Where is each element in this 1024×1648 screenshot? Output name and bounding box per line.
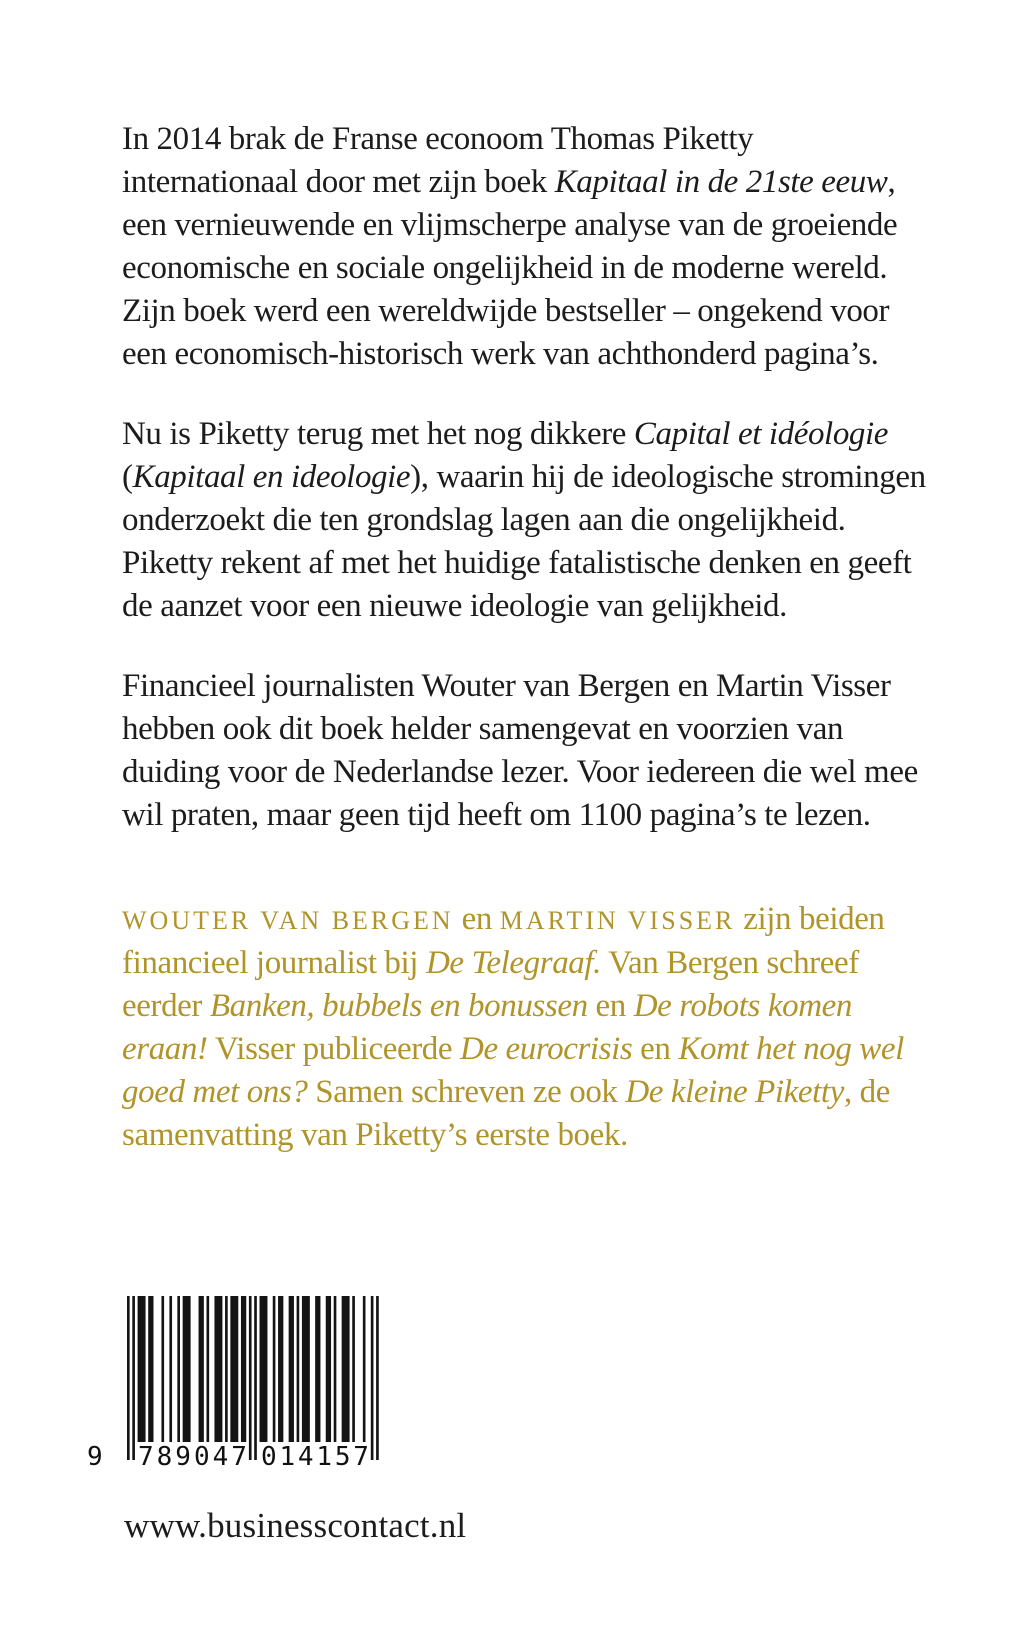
back-cover-blurb <box>122 118 930 1194</box>
barcode-digits-left: 789047 <box>138 1442 250 1472</box>
publisher-website: www.businesscontact.nl <box>124 1506 467 1545</box>
blurb-paragraph-1: In 2014 brak de Franse econoom Thomas Piketty internationaal door met zijn boek Kapitaal in de 21ste eeuw, een vernieuwende en vlijmscherpe analyse van de groeiende economische en sociale ongelijkheid in de moderne wereld. Zijn boek werd een wereldwijde bestseller – ongekend voor een economisch-historisch werk van achthonderd pagina’s. <box>122 121 898 372</box>
blurb-paragraph-2: Nu is Piketty terug met het nog dikkere Capital et idéologie (Kapitaal en ideologie), waarin hij de ideologische stromingen onderzoekt die ten grondslag lagen aan die ongelijkheid. Piketty rekent af met het huidige fatalistische denken en geeft de aanzet voor een nieuwe ideologie van gelijkheid. <box>122 416 926 624</box>
barcode-digit-lead: 9 <box>87 1442 103 1472</box>
author-colophon: WOUTER VAN BERGEN en MARTIN VISSER zijn beiden financieel journalist bij De Telegraaf. Van Bergen schreef eerder Banken, bubbels en bonussen en De robots komen eraan! Visser publiceerde De eurocrisis en Komt het nog wel goed met ons? Samen schreven ze ook De kleine Piketty, de samenvatting van Piketty’s eerste boek. <box>122 901 904 1153</box>
blurb-paragraph-3: Financieel journalisten Wouter van Bergen en Martin Visser hebben ook dit boek helder samengevat en voorzien van duiding voor de Nederlandse lezer. Voor iedereen die wel mee wil praten, maar geen tijd heeft om 1100 pagina’s te lezen. <box>122 668 918 833</box>
isbn-barcode <box>85 1296 385 1474</box>
barcode-digits-right: 014157 <box>261 1442 372 1472</box>
